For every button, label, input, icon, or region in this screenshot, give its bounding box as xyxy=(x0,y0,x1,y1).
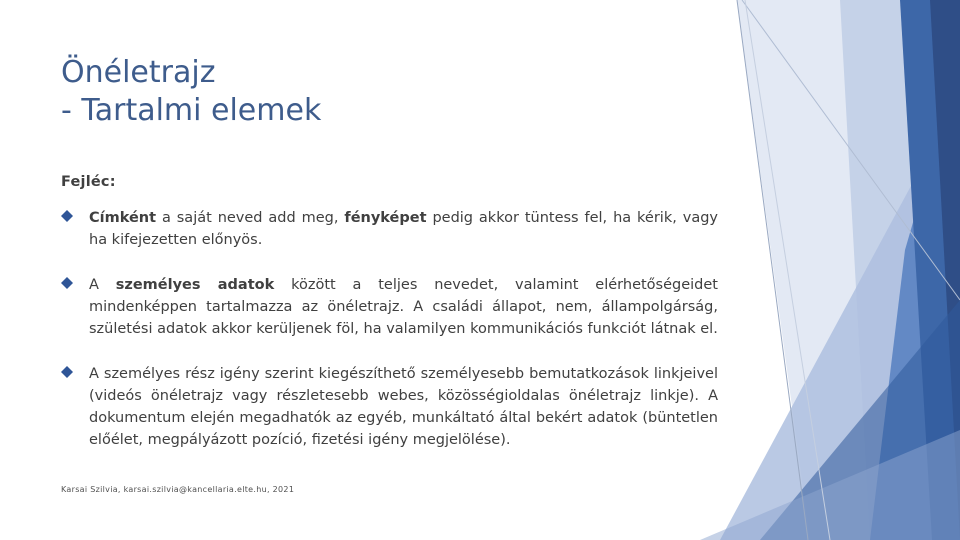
bullet-text xyxy=(89,274,718,340)
bullet-text-run: a saját neved add meg, xyxy=(156,210,345,226)
footer-text: Karsai Szilvia, karsai.szilvia@kancellaria.elte.hu, 2021 xyxy=(61,485,295,494)
bullet-item xyxy=(61,207,718,251)
bullet-list xyxy=(61,207,718,474)
diamond-bullet-icon xyxy=(61,366,73,378)
bullet-bold-term: fényképet xyxy=(344,210,427,226)
bullet-item xyxy=(61,274,718,340)
bullet-text-run: között a teljes nevedet, valamint elérhetőségeidet mindenképpen tartalmazza az önéletrajz. A családi állapot, nem, állampolgárság, születési adatok akkor kerüljenek föl, ha valamilyen kommunikációs funkciót látnak el. xyxy=(89,277,718,337)
bullet-text-run: A személyes rész igény szerint kiegészíthető személyesebb bemutatkozások linkjeivel (videós önéletrajz vagy részletesebb webes, közösségioldalas önéletrajz linkje). A dokumentum elején megadhatók az egyéb, munkáltató által bekért adatok (büntetlen előélet, megpályázott pozíció, fizetési igény megjelölése). xyxy=(89,366,718,448)
bullet-text xyxy=(89,207,718,251)
diamond-bullet-icon xyxy=(61,277,73,289)
bullet-text-run: pedig akkor tüntess fel, ha kérik, vagy ha kifejezetten előnyös. xyxy=(89,210,718,248)
bullet-text-run: A xyxy=(89,277,116,293)
section-heading: Fejléc: xyxy=(61,174,116,190)
bullet-text xyxy=(89,363,718,451)
slide-title: Önéletrajz - Tartalmi elemek xyxy=(61,55,322,128)
bullet-bold-term: Címként xyxy=(89,210,157,226)
bullet-item xyxy=(61,363,718,451)
diamond-bullet-icon xyxy=(61,210,73,222)
bullet-bold-term: személyes adatok xyxy=(115,277,275,293)
